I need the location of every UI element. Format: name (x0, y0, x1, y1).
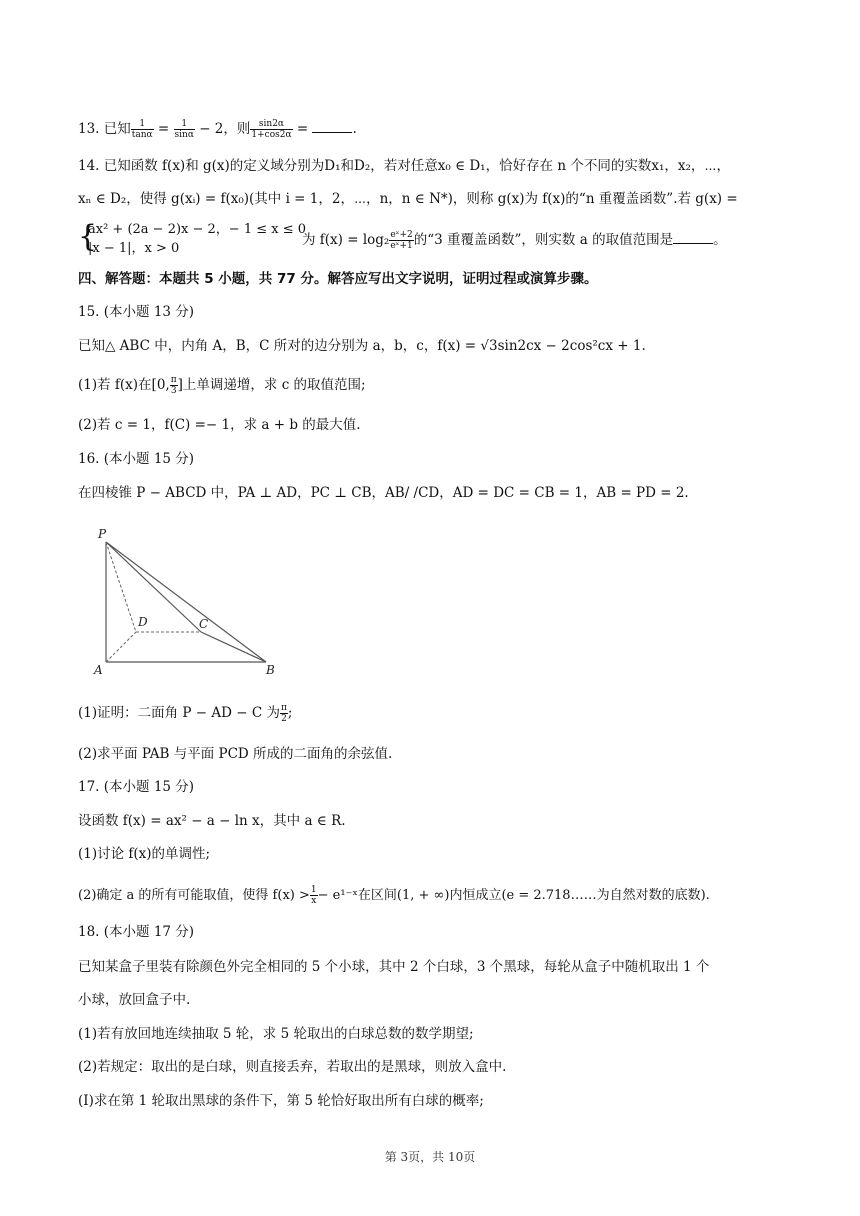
q17-header: 17. (本小题 15 分) (78, 779, 195, 795)
q14-after: 的“3 重覆盖函数”，则实数 a 的取值范围是 (413, 232, 674, 248)
q18-header: 18. (本小题 17 分) (78, 924, 195, 940)
q15-p1-frac (170, 375, 178, 396)
q14-frac-den: eˣ+1 (390, 241, 413, 251)
q14-line3-tail (302, 230, 727, 251)
q16-p1-b: ; (287, 705, 293, 721)
q13-frac3-den: 1+cos2α (251, 130, 292, 140)
q17-part2 (78, 885, 710, 906)
q13-mid: = (153, 121, 174, 137)
q15-p1-num: π (170, 375, 177, 385)
q13-frac1-den: tanα (131, 130, 153, 140)
q15-p1-b: ]上单调递增，求 c 的取值范围; (177, 377, 366, 393)
q17-p2-b: − e¹⁻ˣ在区间(1, + ∞)内恒成立(e = 2.718……为自然对数的底数). (317, 888, 710, 903)
q14-case2: |x − 1|，x > 0 (88, 241, 180, 256)
q14-answer-blank (673, 231, 713, 244)
label-P: P (98, 527, 107, 541)
q15-part2: (2)若 c = 1，f(C) =− 1，求 a + b 的最大值. (78, 417, 361, 433)
q16-p1-num: π (280, 703, 287, 713)
q18-part2: (2)若规定：取出的是白球，则直接丢弃，若取出的是黑球，则放入盒中. (78, 1059, 507, 1075)
q15-p1-den: 3 (170, 386, 177, 396)
q13-frac2-den: sinα (174, 130, 194, 140)
q14-tail: 。 (713, 232, 727, 248)
q13-frac2 (174, 119, 195, 140)
q17-p2-frac (310, 885, 318, 906)
label-D: D (138, 615, 148, 629)
q18-part2-i: (Ⅰ)求在第 1 轮取出黑球的条件下，第 5 轮恰好取出所有白球的概率; (78, 1093, 484, 1109)
label-C: C (199, 617, 209, 631)
page-footer: 第 3页，共 10页 (384, 1150, 476, 1164)
q13-line (78, 119, 357, 140)
label-B: B (266, 663, 275, 677)
q14-frac (389, 230, 413, 251)
q17-p2-num: 1 (310, 885, 317, 895)
q13-frac1 (131, 119, 154, 140)
section4-heading: 四、解答题：本题共 5 小题，共 77 分。解答应写出文字说明，证明过程或演算步骤。 (78, 271, 598, 287)
q14-mid: 为 f(x) = log₂ (302, 232, 390, 248)
q14-line2: xₙ ∈ D₂，使得 g(xᵢ) = f(x₀)(其中 i = 1，2，⋯，n，n ∈ N*)，则称 g(x)为 f(x)的“n 重覆盖函数”.若 g(x) = (78, 191, 738, 207)
q13-answer-blank (312, 120, 352, 133)
q16-part2: (2)求平面 PAB 与平面 PCD 所成的二面角的余弦值. (78, 746, 393, 762)
q13-tail: . (352, 121, 357, 137)
q16-part1 (78, 703, 292, 724)
q13-frac2-num: 1 (174, 119, 195, 130)
q14-frac-num: eˣ+2 (390, 230, 413, 240)
q13-end: = (292, 121, 313, 137)
q14-case1: ax² + (2a − 2)x − 2，− 1 ≤ x ≤ 0 (88, 222, 307, 237)
edge-AD (106, 632, 136, 662)
q17-stem: 设函数 f(x) = ax² − a − ln x，其中 a ∈ R. (78, 813, 346, 829)
edge-CB (201, 632, 266, 662)
q17-part1: (1)讨论 f(x)的单调性; (78, 846, 211, 862)
q13-frac3-num: sin2α (250, 119, 292, 130)
edge-PC (106, 542, 201, 632)
q18-part1: (1)若有放回地连续抽取 5 轮，求 5 轮取出的白球总数的数学期望; (78, 1026, 474, 1042)
q15-part1 (78, 375, 366, 396)
q13-frac1-num: 1 (131, 119, 154, 130)
q17-p2-a: (2)确定 a 的所有可能取值，使得 f(x) > (78, 888, 310, 903)
q14-line1: 14. 已知函数 f(x)和 g(x)的定义域分别为D₁和D₂，若对任意x₀ ∈ D₁，恰好存在 n 个不同的实数x₁，x₂，⋯， (78, 158, 731, 174)
q16-p1-den: 2 (281, 714, 287, 724)
label-A: A (94, 663, 103, 677)
q16-header: 16. (本小题 15 分) (78, 451, 195, 467)
q14-brace: { (78, 219, 98, 254)
pyramid-figure (88, 520, 288, 680)
q13-after: − 2，则 (194, 121, 251, 137)
q13-frac3 (250, 119, 292, 140)
q16-p1-a: (1)证明：二面角 P − AD − C 为 (78, 705, 280, 721)
q16-stem: 在四棱锥 P − ABCD 中，PA ⊥ AD，PC ⊥ CB，AB/ /CD，AD = DC = CB = 1，AB = PD = 2. (78, 485, 689, 501)
q15-stem: 已知△ ABC 中，内角 A，B，C 所对的边分别为 a，b，c，f(x) = √3sin2cx − 2cos²cx + 1. (78, 338, 646, 354)
q15-p1-a: (1)若 f(x)在[0, (78, 377, 170, 393)
q18-stem-line1: 已知某盒子里装有除颜色外完全相同的 5 个小球，其中 2 个白球，3 个黑球，每轮从盒子中随机取出 1 个 (78, 959, 710, 975)
q18-stem-line2: 小球，放回盒子中. (78, 992, 191, 1008)
q15-header: 15. (本小题 13 分) (78, 304, 195, 320)
q16-p1-frac (280, 703, 288, 724)
q13-prefix: 13. 已知 (78, 121, 131, 137)
q17-p2-den: x (311, 896, 317, 906)
edge-PB (106, 542, 266, 662)
